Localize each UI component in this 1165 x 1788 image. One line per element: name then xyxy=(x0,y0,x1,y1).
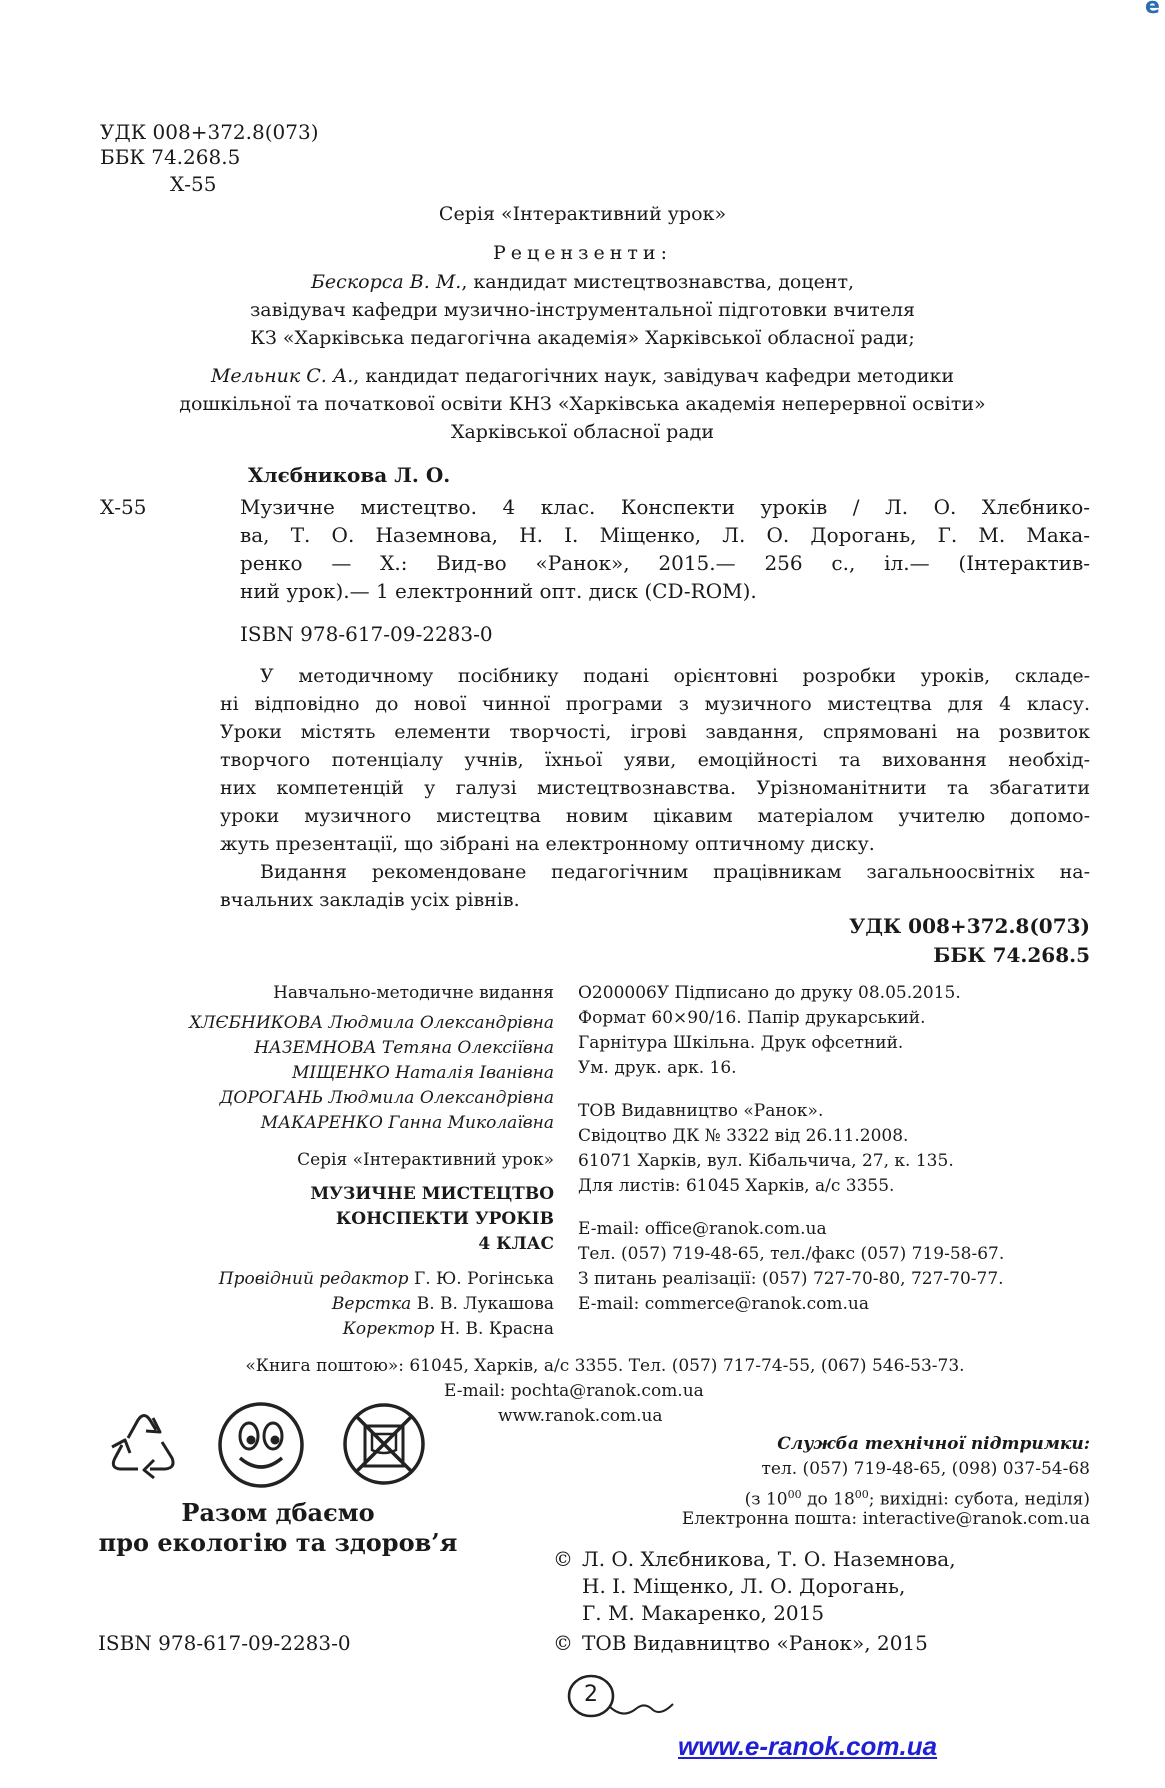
support-email: Електронна пошта: interactive@ranok.com.ua xyxy=(681,1509,1090,1529)
reviewer1-line3: КЗ «Харківська педагогічна академія» Харківської обласної ради; xyxy=(250,327,915,349)
contact-info-4: E-mail: commerce@ranok.com.ua xyxy=(578,1294,870,1314)
reviewer2-line3: Харківської обласної ради xyxy=(450,421,715,443)
reviewer1-name: Бескорса В. М. xyxy=(310,271,462,293)
imprint-title-1: МУЗИЧНЕ МИСТЕЦТВО xyxy=(310,1184,554,1204)
copyright-publisher: ТОВ Видавництво «Ранок», 2015 xyxy=(582,1631,928,1655)
no-dishwasher-icon xyxy=(338,1398,430,1490)
contact-info-3: З питань реалізації: (057) 727-70-80, 727-70-77. xyxy=(578,1269,1004,1289)
copyright-symbol-1: © xyxy=(553,1547,573,1571)
mail-order-line: «Книга поштою»: 61045, Харків, а/с 3355. Тел. (057) 717-74-55, (067) 546-53-73. xyxy=(245,1356,965,1376)
contact-info-2: Тел. (057) 719-48-65, тел./факс (057) 719-58-67. xyxy=(578,1244,1005,1264)
eco-slogan-1: Разом дбаємо xyxy=(181,1498,375,1527)
author-name: Людмила Олександрівна xyxy=(323,1013,554,1033)
mail-order-website: www.ranok.com.ua xyxy=(498,1406,663,1426)
reviewer1-line1 xyxy=(0,270,1165,294)
reviewer2-line1 xyxy=(0,364,1165,388)
corner-mark: e xyxy=(1145,0,1160,19)
abstract-line-1: У методичному посібнику подані орієнтовні розробки уроків, складе- xyxy=(260,665,1090,687)
author-code-header: Х-55 xyxy=(170,172,217,196)
staff-name: В. В. Лукашова xyxy=(411,1294,554,1314)
abstract-line-7: жуть презентації, що зібрані на електронному оптичному диску. xyxy=(220,833,875,855)
hours-text: ; вихідні: субота, неділя) xyxy=(868,1489,1090,1510)
reviewers-title: Рецензенти: xyxy=(492,242,672,264)
staff-name: Н. В. Красна xyxy=(434,1319,554,1339)
abstract-line-3: Уроки містять елементи творчості, ігрові завдання, спрямовані на розвиток xyxy=(220,721,1090,743)
publisher-info-1: ТОВ Видавництво «Ранок». xyxy=(578,1101,824,1121)
imprint-staff-1 xyxy=(150,1268,554,1291)
hours-sup: 00 xyxy=(854,1488,869,1501)
abstract-line-9: вчальних закладів усіх рівнів. xyxy=(220,889,520,911)
bib-line-2: ва, Т. О. Наземнова, Н. І. Міщенко, Л. О. Дорогань, Г. М. Мака- xyxy=(240,523,1090,547)
abstract-udk: УДК 008+372.8(073) xyxy=(849,914,1090,938)
eco-slogan-2: про екологію та здоров’я xyxy=(98,1528,458,1557)
bib-line-4: ний урок).— 1 електронний опт. диск (CD-ROM). xyxy=(240,579,757,603)
print-info-3: Гарнітура Шкільна. Друк офсетний. xyxy=(578,1033,904,1053)
print-info-2: Формат 60×90/16. Папір друкарський. xyxy=(578,1008,926,1028)
bib-author: Хлєбникова Л. О. xyxy=(248,463,451,487)
copyright-symbol-2: © xyxy=(553,1631,573,1655)
mail-order-email: E-mail: pochta@ranok.com.ua xyxy=(444,1381,704,1401)
reviewer1-title: , кандидат мистецтвознавства, доцент, xyxy=(461,271,855,293)
support-phones: тел. (057) 719-48-65, (098) 037-54-68 xyxy=(761,1459,1090,1479)
abstract-line-5: них компетенцій у галузі мистецтвознавства. Урізноманітнити та збагатити xyxy=(220,777,1090,799)
publisher-info-4: Для листів: 61045 Харків, а/с 3355. xyxy=(578,1176,895,1196)
hours-text: (з 10 xyxy=(744,1489,788,1510)
imprint-series: Серія «Інтерактивний урок» xyxy=(297,1150,554,1170)
copyright-authors-2: Н. І. Міщенко, Л. О. Дорогань, xyxy=(582,1574,906,1598)
abstract-line-2: ні відповідно до нової чинної програми з музичного мистецтва для 4 класу. xyxy=(220,693,1090,715)
page-number: 2 xyxy=(584,1682,598,1707)
reviewer2-line2: дошкільної та початкової освіти КНЗ «Харківська академія неперервної освіти» xyxy=(179,393,986,415)
imprint-author-4 xyxy=(100,1087,554,1110)
recycle-icon xyxy=(98,1398,190,1490)
publisher-info-2: Свідоцтво ДК № 3322 від 26.11.2008. xyxy=(578,1126,909,1146)
reviewer2-name: Мельник С. А. xyxy=(210,365,354,387)
series-line: Серія «Інтерактивний урок» xyxy=(438,203,727,225)
staff-name: Г. Ю. Рогінська xyxy=(408,1269,554,1289)
reviewer1-line2: завідувач кафедри музично-інструментальної підготовки вчителя xyxy=(249,299,916,321)
imprint-staff-3 xyxy=(150,1318,554,1341)
abstract-line-6: уроки музичного мистецтва новим цікавим матеріалом учителю допомо- xyxy=(220,805,1090,827)
bib-isbn: ISBN 978-617-09-2283-0 xyxy=(240,622,493,646)
edition-type: Навчально-методичне видання xyxy=(273,983,554,1003)
imprint-author-2 xyxy=(100,1037,554,1060)
imprint-author-1 xyxy=(100,1012,554,1035)
support-title: Служба технічної підтримки: xyxy=(777,1434,1090,1454)
author-surname: НАЗЕМНОВА xyxy=(254,1038,377,1058)
contact-info-1: E-mail: office@ranok.com.ua xyxy=(578,1219,827,1239)
staff-role: Провідний редактор xyxy=(218,1269,409,1289)
author-name: Ганна Миколаївна xyxy=(382,1113,554,1133)
footer-isbn: ISBN 978-617-09-2283-0 xyxy=(98,1631,351,1655)
bib-code: Х-55 xyxy=(100,495,147,519)
udk-header: УДК 008+372.8(073) xyxy=(100,120,319,144)
copyright-authors-3: Г. М. Макаренко, 2015 xyxy=(582,1601,825,1625)
imprint-staff-2 xyxy=(150,1293,554,1316)
staff-role: Верстка xyxy=(331,1294,412,1314)
author-name: Тетяна Олексіївна xyxy=(376,1038,554,1058)
abstract-bbk: ББК 74.268.5 xyxy=(933,943,1090,967)
author-surname: ДОРОГАНЬ xyxy=(219,1088,324,1108)
author-surname: МІЩЕНКО xyxy=(291,1063,390,1083)
abstract-line-8: Видання рекомендоване педагогічним працівникам загальноосвітніх на- xyxy=(260,861,1090,883)
hours-text: до 18 xyxy=(801,1489,855,1510)
imprint-author-5 xyxy=(100,1112,554,1135)
author-name: Наталія Іванівна xyxy=(389,1063,554,1083)
abstract-line-4: творчого потенціалу учнів, їхньої уяви, емоційності та виховання необхід- xyxy=(220,749,1090,771)
print-info-1: О200006У Підписано до друку 08.05.2015. xyxy=(578,983,961,1003)
print-info-4: Ум. друк. арк. 16. xyxy=(578,1058,737,1078)
publisher-info-3: 61071 Харків, вул. Кібальчича, 27, к. 135. xyxy=(578,1151,954,1171)
author-name: Людмила Олександрівна xyxy=(323,1088,554,1108)
bib-line-3: ренко — Х.: Вид-во «Ранок», 2015.— 256 с., іл.— (Інтерактив- xyxy=(240,551,1090,575)
reviewer2-title: , кандидат педагогічних наук, завідувач кафедри методики xyxy=(353,365,955,387)
author-surname: МАКАРЕНКО xyxy=(260,1113,383,1133)
imprint-grade: 4 КЛАС xyxy=(478,1234,554,1254)
bib-line-1: Музичне мистецтво. 4 клас. Конспекти уроків / Л. О. Хлєбнико- xyxy=(240,495,1090,519)
staff-role: Коректор xyxy=(342,1319,435,1339)
imprint-title-2: КОНСПЕКТИ УРОКІВ xyxy=(335,1209,554,1229)
hours-sup: 00 xyxy=(787,1488,802,1501)
copyright-authors-1: Л. О. Хлєбникова, Т. О. Наземнова, xyxy=(582,1547,956,1571)
imprint-author-3 xyxy=(100,1062,554,1085)
bbk-header: ББК 74.268.5 xyxy=(100,145,241,169)
website-link[interactable]: www.e-ranok.com.ua xyxy=(678,1731,938,1761)
author-surname: ХЛЄБНИКОВА xyxy=(189,1013,324,1033)
smiley-icon xyxy=(214,1398,308,1492)
